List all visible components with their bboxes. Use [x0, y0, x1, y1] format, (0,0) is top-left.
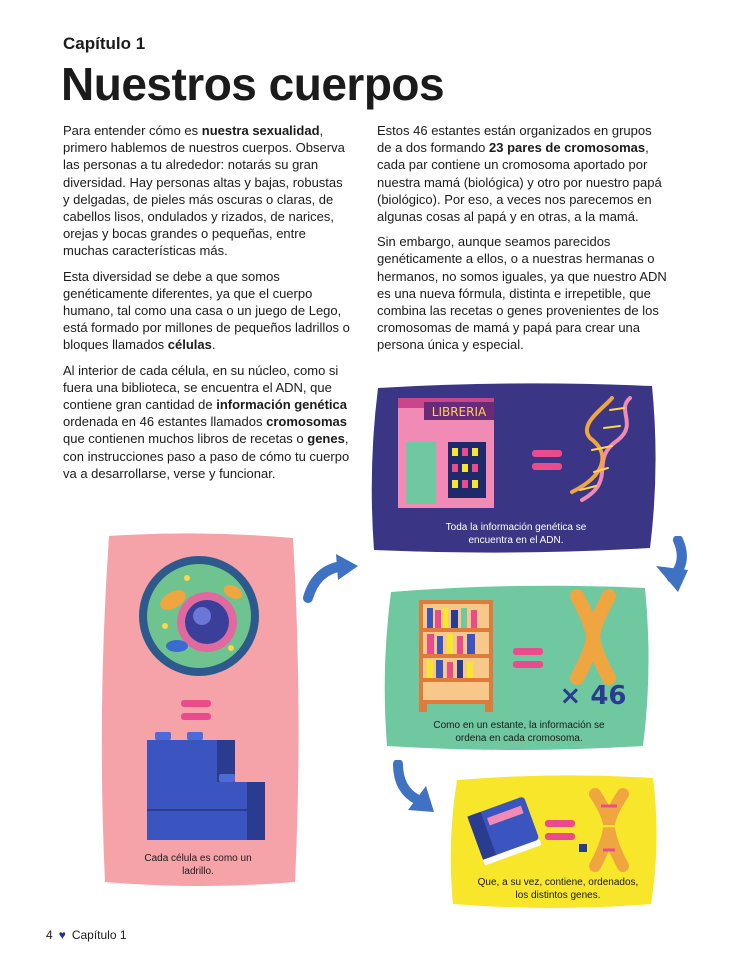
right-paragraph-2: Sin embargo, aunque seamos parecidos genéticamente a ellos, o a nuestras hermanas o hermanos, no somos iguales, ya que nuestro ADN es una nueva fórmula, distinta e irrepetible, que combina las recetas o genes provenientes de los cromosomas de mamá y papá para crear una persona única y especial.: [377, 234, 667, 353]
shelf-caption: Como en un estante, la información se ordena en cada cromosoma.: [433, 720, 605, 744]
left-paragraph-3: Al interior de cada célula, en su núcleo, como si fuera una biblioteca, se encuentra el ADN, que contiene gran cantidad de información genética ordenada en 46 estantes llamados cromosomas que contienen muchos libros de recetas o genes, con instrucciones paso a paso de cómo tu cuerpo va a desarrollarse, verse y funcionar.: [63, 362, 350, 481]
bookshelf-icon: [419, 600, 493, 712]
footer-section: Capítulo 1: [71, 928, 127, 942]
cell-caption: Cada célula es como un ladrillo.: [144, 853, 252, 877]
library-building-icon: [398, 398, 494, 508]
heart-icon: ♥: [58, 928, 66, 942]
library-sign: LIBRERIA: [431, 405, 487, 419]
left-paragraph-1: Para entender cómo es nuestra sexualidad, primero hablemos de nuestros cuerpos. Observa las personas a tu alrededor: notarás su gran diversidad. Hay personas altas y bajas, robustas y delgadas, de pieles más oscuras o claras, de cabellos lisos, ondulados y rizados, de narices, orejas y bocas grandes o pequeñas, entre muchas características más.: [63, 123, 345, 259]
library-caption: Toda la información genética se encuentra en el ADN.: [445, 522, 587, 546]
page-number: 4: [46, 928, 53, 942]
times-46-label: × 46: [559, 681, 627, 711]
arrow-icon: [648, 536, 700, 596]
book-caption: Que, a su vez, contiene, ordenados, los distintos genes.: [477, 877, 639, 901]
arrow-icon: [302, 552, 360, 604]
left-column: [63, 122, 350, 490]
cell-panel: [95, 530, 307, 892]
page-footer: [46, 928, 127, 942]
cell-illustration: [139, 556, 259, 676]
right-paragraph-1: Estos 46 estantes están organizados en grupos de a dos formando 23 pares de cromosomas, cada par contiene un cromosoma aportado por nuestra mamá (biológica) y otro por nuestro papá (biológico). Por eso, a veces nos parecemos en algunas cosas al papá y en otras, a la mamá.: [377, 123, 662, 225]
chapter-label: Capítulo 1: [63, 34, 146, 53]
arrow-icon: [388, 760, 444, 818]
page-title: Nuestros cuerpos: [61, 58, 445, 110]
right-column: [377, 122, 669, 362]
left-paragraph-2: Esta diversidad se debe a que somos genéticamente diferentes, ya que el cuerpo humano, tal como una casa o un juego de Lego, está formado por millones de pequeños ladrillos o bloques llamados células.: [63, 268, 350, 353]
